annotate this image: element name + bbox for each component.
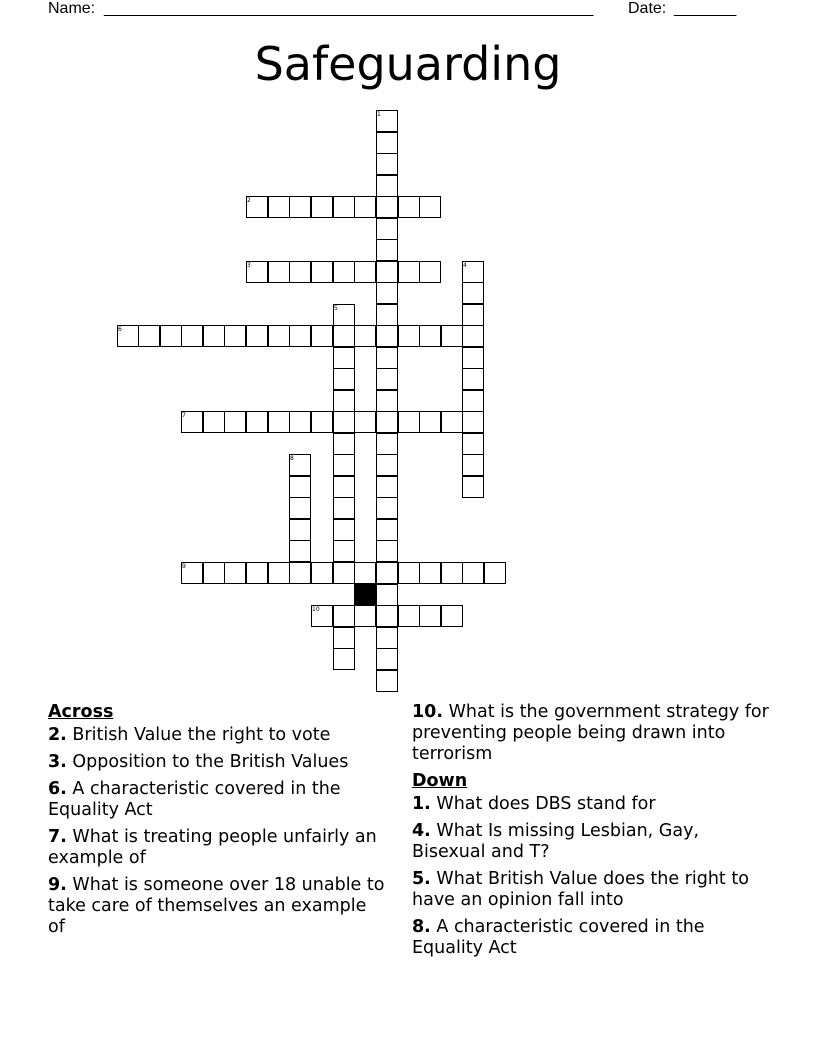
grid-cell[interactable] bbox=[376, 261, 398, 283]
grid-cell[interactable] bbox=[354, 411, 376, 433]
grid-cell[interactable] bbox=[376, 540, 398, 562]
grid-cell[interactable] bbox=[138, 325, 160, 347]
clues-right-column bbox=[412, 702, 772, 965]
grid-cell[interactable] bbox=[376, 218, 398, 240]
grid-cell[interactable] bbox=[462, 411, 484, 433]
grid-cell[interactable] bbox=[419, 261, 441, 283]
grid-cell[interactable] bbox=[333, 196, 355, 218]
grid-cell[interactable] bbox=[268, 261, 290, 283]
grid-cell[interactable] bbox=[398, 605, 420, 627]
grid-cell[interactable] bbox=[376, 411, 398, 433]
grid-cell[interactable] bbox=[333, 433, 355, 455]
grid-cell[interactable] bbox=[398, 411, 420, 433]
grid-cell[interactable] bbox=[311, 411, 333, 433]
grid-cell[interactable] bbox=[462, 433, 484, 455]
grid-cell[interactable] bbox=[419, 562, 441, 584]
grid-cell[interactable] bbox=[354, 605, 376, 627]
grid-cell[interactable] bbox=[462, 347, 484, 369]
grid-cell[interactable] bbox=[462, 390, 484, 412]
grid-cell[interactable] bbox=[376, 325, 398, 347]
grid-cell[interactable] bbox=[376, 519, 398, 541]
grid-cell[interactable] bbox=[311, 196, 333, 218]
grid-cell[interactable] bbox=[289, 261, 311, 283]
grid-cell[interactable] bbox=[462, 282, 484, 304]
grid-cell[interactable] bbox=[398, 261, 420, 283]
grid-cell[interactable] bbox=[376, 562, 398, 584]
clue-down-4: 4. What Is missing Lesbian, Gay, Bisexual and T? bbox=[412, 821, 700, 862]
grid-cell[interactable] bbox=[376, 175, 398, 197]
clue-number: 7 bbox=[182, 412, 186, 419]
clue-across-9: 9. What is someone over 18 unable to take care of themselves an example of bbox=[48, 875, 385, 937]
name-label: Name: bbox=[48, 0, 96, 17]
grid-cell[interactable] bbox=[289, 325, 311, 347]
grid-cell[interactable] bbox=[333, 648, 355, 670]
grid-cell[interactable] bbox=[289, 519, 311, 541]
grid-cell[interactable] bbox=[289, 540, 311, 562]
name-line[interactable]: _______________________________________________________ bbox=[104, 0, 594, 17]
grid-cell[interactable] bbox=[419, 325, 441, 347]
grid-cell[interactable] bbox=[333, 562, 355, 584]
grid-cell[interactable] bbox=[289, 476, 311, 498]
grid-cell[interactable] bbox=[484, 562, 506, 584]
grid-cell[interactable] bbox=[160, 325, 182, 347]
grid-cell[interactable] bbox=[333, 368, 355, 390]
grid-cell[interactable] bbox=[224, 562, 246, 584]
grid-cell[interactable] bbox=[289, 497, 311, 519]
across-heading: Across bbox=[48, 702, 114, 722]
grid-cell[interactable] bbox=[246, 411, 268, 433]
grid-cell[interactable] bbox=[289, 411, 311, 433]
grid-cell[interactable] bbox=[311, 261, 333, 283]
grid-cell[interactable] bbox=[268, 196, 290, 218]
grid-cell[interactable] bbox=[376, 153, 398, 175]
grid-cell[interactable] bbox=[311, 562, 333, 584]
grid-cell[interactable] bbox=[441, 562, 463, 584]
grid-cell[interactable] bbox=[289, 562, 311, 584]
clue-across-10: 10. What is the government strategy for preventing people being drawn into terrorism bbox=[412, 702, 769, 764]
grid-cell[interactable] bbox=[419, 196, 441, 218]
grid-cell[interactable] bbox=[268, 562, 290, 584]
grid-cell[interactable] bbox=[376, 497, 398, 519]
grid-cell[interactable] bbox=[376, 627, 398, 649]
clue-number: 5 bbox=[334, 305, 338, 312]
clue-number: 4 bbox=[463, 262, 467, 269]
grid-cell[interactable] bbox=[398, 196, 420, 218]
grid-cell[interactable] bbox=[354, 325, 376, 347]
grid-cell[interactable] bbox=[333, 325, 355, 347]
grid-cell[interactable] bbox=[333, 519, 355, 541]
grid-cell[interactable] bbox=[333, 497, 355, 519]
grid-cell[interactable] bbox=[224, 325, 246, 347]
grid-cell[interactable] bbox=[376, 433, 398, 455]
grid-cell[interactable] bbox=[224, 411, 246, 433]
grid-cell[interactable] bbox=[333, 627, 355, 649]
grid-cell[interactable] bbox=[462, 454, 484, 476]
grid-cell[interactable] bbox=[441, 605, 463, 627]
grid-cell[interactable] bbox=[181, 325, 203, 347]
grid-cell[interactable] bbox=[376, 282, 398, 304]
grid-cell[interactable] bbox=[376, 454, 398, 476]
grid-cell[interactable] bbox=[441, 325, 463, 347]
grid-cell[interactable] bbox=[376, 196, 398, 218]
clue-number: 6 bbox=[118, 326, 122, 333]
clue-down-8: 8. A characteristic covered in the Equality Act bbox=[412, 917, 705, 958]
grid-cell[interactable] bbox=[376, 605, 398, 627]
grid-cell[interactable] bbox=[398, 562, 420, 584]
grid-cell[interactable] bbox=[354, 261, 376, 283]
grid-cell[interactable] bbox=[268, 411, 290, 433]
clue-across-6: 6. A characteristic covered in the Equality Act bbox=[48, 779, 341, 820]
grid-cell[interactable] bbox=[376, 132, 398, 154]
down-heading: Down bbox=[412, 771, 468, 791]
grid-cell[interactable] bbox=[268, 325, 290, 347]
clues-left-column bbox=[48, 702, 388, 944]
grid-cell[interactable] bbox=[354, 562, 376, 584]
clue-number: 9 bbox=[182, 563, 186, 570]
clue-down-1: 1. What does DBS stand for bbox=[412, 794, 656, 814]
grid-cell[interactable] bbox=[354, 196, 376, 218]
grid-cell[interactable] bbox=[376, 390, 398, 412]
grid-cell[interactable] bbox=[462, 304, 484, 326]
grid-cell[interactable] bbox=[376, 584, 398, 606]
grid-cell[interactable] bbox=[376, 368, 398, 390]
grid-cell[interactable] bbox=[203, 562, 225, 584]
grid-cell[interactable] bbox=[333, 411, 355, 433]
clue-across-2: 2. British Value the right to vote bbox=[48, 725, 331, 745]
grid-cell[interactable] bbox=[376, 476, 398, 498]
clue-number: 2 bbox=[247, 197, 251, 204]
grid-cell[interactable] bbox=[376, 239, 398, 261]
grid-cell[interactable] bbox=[289, 196, 311, 218]
grid-cell[interactable] bbox=[333, 261, 355, 283]
page-title: Safeguarding bbox=[254, 37, 562, 91]
grid-cell[interactable] bbox=[419, 411, 441, 433]
clue-across-7: 7. What is treating people unfairly an example of bbox=[48, 827, 377, 868]
grid-cell[interactable] bbox=[462, 562, 484, 584]
clue-number: 8 bbox=[290, 455, 294, 462]
date-line[interactable]: _______ bbox=[674, 0, 737, 17]
date-label: Date: bbox=[628, 0, 667, 17]
grid-cell[interactable] bbox=[441, 411, 463, 433]
grid-cell[interactable] bbox=[419, 605, 441, 627]
grid-cell[interactable] bbox=[246, 562, 268, 584]
grid-cell[interactable] bbox=[376, 648, 398, 670]
grid-cell[interactable] bbox=[376, 347, 398, 369]
grid-cell[interactable] bbox=[398, 325, 420, 347]
clue-across-3: 3. Opposition to the British Values bbox=[48, 752, 349, 772]
clue-number: 10 bbox=[312, 606, 320, 613]
grid-cell[interactable] bbox=[203, 411, 225, 433]
grid-cell[interactable] bbox=[376, 670, 398, 692]
grid-cell[interactable] bbox=[333, 476, 355, 498]
grid-cell[interactable] bbox=[333, 454, 355, 476]
grid-cell[interactable] bbox=[311, 325, 333, 347]
clue-down-5: 5. What British Value does the right to have an opinion fall into bbox=[412, 869, 749, 910]
grid-cell[interactable] bbox=[246, 325, 268, 347]
grid-cell[interactable] bbox=[376, 304, 398, 326]
grid-cell[interactable] bbox=[333, 347, 355, 369]
black-cell bbox=[354, 584, 376, 606]
grid-cell[interactable] bbox=[462, 476, 484, 498]
grid-cell[interactable] bbox=[333, 390, 355, 412]
grid-cell[interactable] bbox=[333, 605, 355, 627]
clue-number: 1 bbox=[377, 111, 381, 118]
grid-cell[interactable] bbox=[462, 325, 484, 347]
grid-cell[interactable] bbox=[333, 540, 355, 562]
grid-cell[interactable] bbox=[462, 368, 484, 390]
grid-cell[interactable] bbox=[203, 325, 225, 347]
clue-number: 3 bbox=[247, 262, 251, 269]
